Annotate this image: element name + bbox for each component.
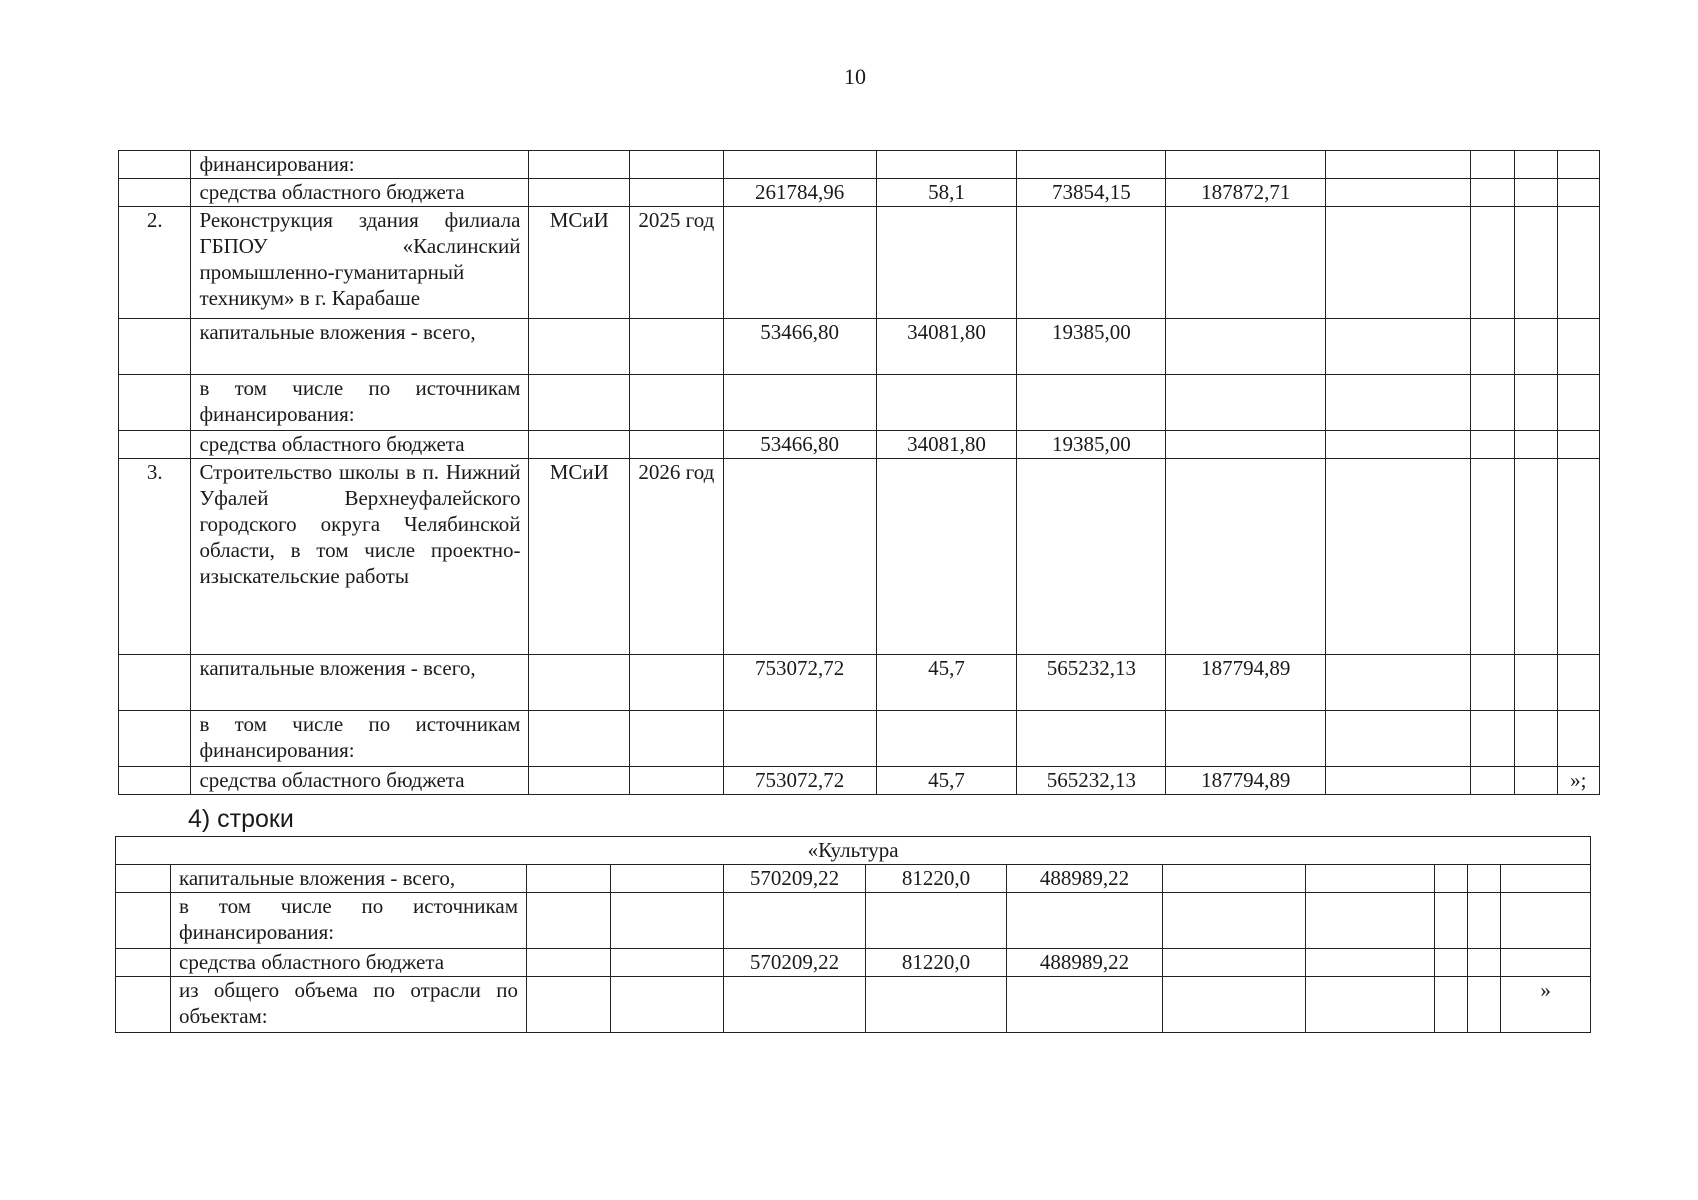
object-name: средства областного бюджета	[171, 949, 527, 977]
value-year2	[1166, 711, 1326, 767]
completion-year	[630, 179, 724, 207]
value-total	[724, 893, 866, 949]
empty-cell	[1471, 151, 1515, 179]
row-number	[119, 319, 191, 375]
object-name: финансирования:	[191, 151, 529, 179]
row-closing-mark	[1501, 949, 1591, 977]
row-closing-mark	[1501, 893, 1591, 949]
executor	[529, 767, 630, 795]
empty-cell	[1515, 459, 1557, 655]
table-row	[116, 865, 1591, 893]
value-year1: 19385,00	[1017, 431, 1166, 459]
table-row	[116, 977, 1591, 1033]
empty-cell	[1471, 375, 1515, 431]
value-readiness: 34081,80	[876, 431, 1017, 459]
empty-cell	[1326, 655, 1471, 711]
value-total	[723, 711, 876, 767]
empty-cell	[1471, 711, 1515, 767]
culture-table	[115, 836, 1591, 1033]
object-name: Строительство школы в п. Нижний Уфалей Верхнеуфалейского городского округа Челябинской области, в том числе проектно-изыскательские работы	[191, 459, 529, 655]
value-year1: 73854,15	[1017, 179, 1166, 207]
executor	[529, 655, 630, 711]
executor	[529, 431, 630, 459]
row-closing-mark	[1557, 655, 1599, 711]
value-year2	[1166, 151, 1326, 179]
value-total	[723, 151, 876, 179]
row-closing-mark	[1557, 319, 1599, 375]
value-total	[723, 375, 876, 431]
completion-year	[630, 767, 724, 795]
value-total: 53466,80	[723, 431, 876, 459]
row-closing-mark: »	[1501, 977, 1591, 1033]
object-name: средства областного бюджета	[191, 179, 529, 207]
row-closing-mark	[1501, 865, 1591, 893]
completion-year	[630, 151, 724, 179]
empty-cell	[1326, 319, 1471, 375]
empty-cell	[1435, 893, 1468, 949]
table-row	[119, 179, 1600, 207]
table-row	[119, 655, 1600, 711]
row-number	[119, 375, 191, 431]
value-total: 570209,22	[724, 865, 866, 893]
executor	[527, 865, 611, 893]
completion-year: 2025 год	[630, 207, 724, 319]
empty-cell	[1435, 977, 1468, 1033]
empty-cell	[1471, 655, 1515, 711]
row-number	[119, 431, 191, 459]
section-header-row	[116, 837, 1591, 865]
empty-cell	[1471, 431, 1515, 459]
value-total	[724, 977, 866, 1033]
object-name: в том числе по источникам финансирования:	[191, 711, 529, 767]
empty-cell	[1468, 865, 1501, 893]
value-year2: 187872,71	[1166, 179, 1326, 207]
empty-cell	[1515, 207, 1557, 319]
empty-cell	[1515, 151, 1557, 179]
empty-cell	[1515, 179, 1557, 207]
row-number	[119, 179, 191, 207]
value-year0	[866, 977, 1007, 1033]
empty-cell	[1471, 459, 1515, 655]
object-name: капитальные вложения - всего,	[191, 655, 529, 711]
empty-cell	[1515, 711, 1557, 767]
completion-year	[611, 949, 724, 977]
table-row	[119, 459, 1600, 655]
section-header: «Культура	[116, 837, 1591, 865]
empty-cell	[1326, 207, 1471, 319]
completion-year	[630, 711, 724, 767]
empty-cell	[1326, 767, 1471, 795]
table-row	[119, 319, 1600, 375]
row-number	[119, 151, 191, 179]
table-row	[116, 949, 1591, 977]
value-readiness	[876, 711, 1017, 767]
completion-year	[611, 865, 724, 893]
completion-year	[630, 319, 724, 375]
executor	[529, 179, 630, 207]
table-row	[119, 207, 1600, 319]
empty-cell	[1468, 893, 1501, 949]
object-name: капитальные вложения - всего,	[171, 865, 527, 893]
row-closing-mark	[1557, 431, 1599, 459]
value-year0	[866, 893, 1007, 949]
executor	[529, 319, 630, 375]
row-number	[116, 949, 171, 977]
completion-year	[630, 655, 724, 711]
empty-cell	[1163, 865, 1306, 893]
value-total	[723, 207, 876, 319]
value-year1	[1017, 459, 1166, 655]
empty-cell	[1471, 319, 1515, 375]
empty-cell	[1471, 767, 1515, 795]
value-year1: 565232,13	[1017, 655, 1166, 711]
value-readiness	[876, 207, 1017, 319]
empty-cell	[1471, 179, 1515, 207]
value-year0: 81220,0	[866, 865, 1007, 893]
table-row	[116, 893, 1591, 949]
completion-year	[630, 375, 724, 431]
empty-cell	[1515, 655, 1557, 711]
empty-cell	[1468, 949, 1501, 977]
executor	[529, 711, 630, 767]
value-readiness	[876, 151, 1017, 179]
completion-year	[630, 431, 724, 459]
empty-cell	[1306, 893, 1435, 949]
empty-cell	[1515, 319, 1557, 375]
value-year2: 187794,89	[1166, 655, 1326, 711]
object-name: в том числе по источникам финансирования:	[191, 375, 529, 431]
empty-cell	[1515, 767, 1557, 795]
empty-cell	[1163, 893, 1306, 949]
empty-cell	[1163, 977, 1306, 1033]
row-closing-mark	[1557, 207, 1599, 319]
value-total: 53466,80	[723, 319, 876, 375]
value-year1: 565232,13	[1017, 767, 1166, 795]
row-number	[119, 655, 191, 711]
object-name: капитальные вложения - всего,	[191, 319, 529, 375]
value-year1	[1007, 893, 1163, 949]
value-total: 570209,22	[724, 949, 866, 977]
value-year1	[1017, 375, 1166, 431]
row-closing-mark	[1557, 151, 1599, 179]
value-year2	[1166, 207, 1326, 319]
executor	[527, 893, 611, 949]
value-year2	[1166, 319, 1326, 375]
value-total: 753072,72	[723, 655, 876, 711]
empty-cell	[1326, 179, 1471, 207]
value-year2	[1166, 375, 1326, 431]
value-year2: 187794,89	[1166, 767, 1326, 795]
value-readiness: 45,7	[876, 655, 1017, 711]
table-row	[119, 151, 1600, 179]
empty-cell	[1163, 949, 1306, 977]
executor: МСиИ	[529, 207, 630, 319]
executor	[529, 375, 630, 431]
value-readiness	[876, 375, 1017, 431]
value-year1	[1007, 977, 1163, 1033]
section-label: 4) строки	[188, 805, 294, 833]
empty-cell	[1326, 375, 1471, 431]
table-row	[119, 767, 1600, 795]
objects-table	[118, 150, 1600, 795]
empty-cell	[1515, 431, 1557, 459]
page-number: 10	[844, 64, 866, 89]
row-number	[119, 767, 191, 795]
value-readiness: 58,1	[876, 179, 1017, 207]
object-name: из общего объема по отрасли по объектам:	[171, 977, 527, 1033]
value-year1: 488989,22	[1007, 949, 1163, 977]
completion-year: 2026 год	[630, 459, 724, 655]
row-number: 2.	[119, 207, 191, 319]
empty-cell	[1471, 207, 1515, 319]
value-readiness: 45,7	[876, 767, 1017, 795]
completion-year	[611, 977, 724, 1033]
row-number: 3.	[119, 459, 191, 655]
empty-cell	[1326, 711, 1471, 767]
empty-cell	[1306, 977, 1435, 1033]
value-total	[723, 459, 876, 655]
value-year1: 488989,22	[1007, 865, 1163, 893]
value-year1	[1017, 711, 1166, 767]
empty-cell	[1468, 977, 1501, 1033]
executor	[527, 949, 611, 977]
row-closing-mark	[1557, 375, 1599, 431]
value-total: 753072,72	[723, 767, 876, 795]
row-closing-mark	[1557, 459, 1599, 655]
row-number	[116, 977, 171, 1033]
value-year1	[1017, 207, 1166, 319]
empty-cell	[1435, 949, 1468, 977]
executor	[529, 151, 630, 179]
empty-cell	[1306, 865, 1435, 893]
value-year1	[1017, 151, 1166, 179]
value-year1: 19385,00	[1017, 319, 1166, 375]
executor: МСиИ	[529, 459, 630, 655]
empty-cell	[1326, 459, 1471, 655]
object-name: в том числе по источникам финансирования:	[171, 893, 527, 949]
row-number	[116, 893, 171, 949]
value-readiness: 34081,80	[876, 319, 1017, 375]
value-total: 261784,96	[723, 179, 876, 207]
row-closing-mark: »;	[1557, 767, 1599, 795]
table-row	[119, 711, 1600, 767]
row-closing-mark	[1557, 711, 1599, 767]
object-name: средства областного бюджета	[191, 431, 529, 459]
value-year0: 81220,0	[866, 949, 1007, 977]
executor	[527, 977, 611, 1033]
object-name: Реконструкция здания филиала ГБПОУ «Каслинский промышленно-гуманитарный техникум» в г. Карабаше	[191, 207, 529, 319]
empty-cell	[1326, 431, 1471, 459]
completion-year	[611, 893, 724, 949]
value-year2	[1166, 431, 1326, 459]
empty-cell	[1306, 949, 1435, 977]
empty-cell	[1326, 151, 1471, 179]
empty-cell	[1435, 865, 1468, 893]
table-row	[119, 431, 1600, 459]
object-name: средства областного бюджета	[191, 767, 529, 795]
table-row	[119, 375, 1600, 431]
empty-cell	[1515, 375, 1557, 431]
row-number	[119, 711, 191, 767]
row-number	[116, 865, 171, 893]
value-year2	[1166, 459, 1326, 655]
value-readiness	[876, 459, 1017, 655]
row-closing-mark	[1557, 179, 1599, 207]
